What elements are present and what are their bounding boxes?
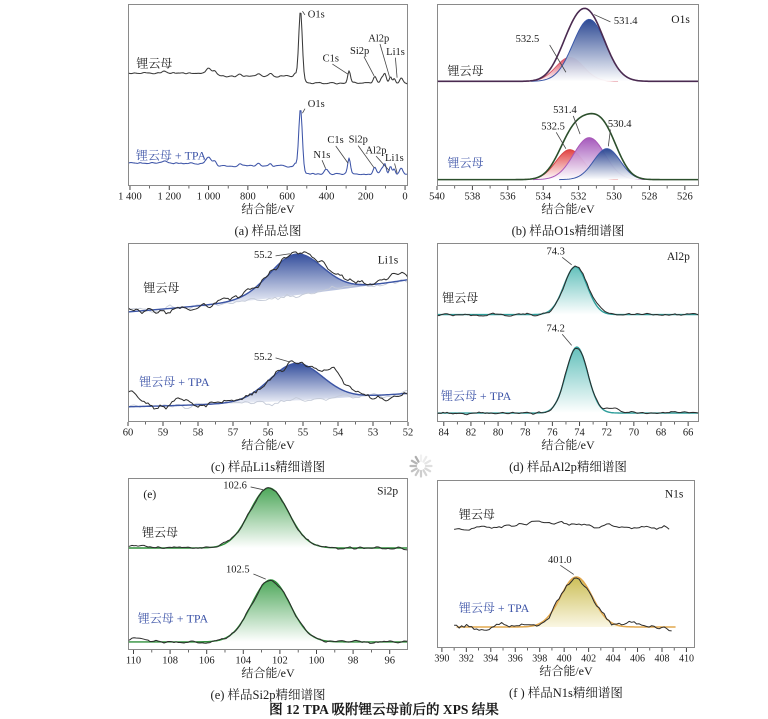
svg-text:600: 600 <box>279 191 296 203</box>
svg-text:531.4: 531.4 <box>613 16 638 28</box>
svg-text:58: 58 <box>192 427 204 439</box>
svg-text:398: 398 <box>532 653 548 665</box>
svg-text:锂云母: 锂云母 <box>142 525 179 540</box>
panel-a-survey <box>118 4 408 239</box>
svg-text:N1s: N1s <box>313 149 331 161</box>
svg-text:52: 52 <box>402 427 414 439</box>
svg-text:55: 55 <box>297 427 309 439</box>
svg-text:526: 526 <box>676 191 693 203</box>
panel-d-caption: (d) 样品Al2p精细谱图 <box>509 460 627 474</box>
panel-e-si2p <box>125 478 408 703</box>
svg-text:100: 100 <box>308 655 325 667</box>
svg-text:O1s: O1s <box>307 9 325 21</box>
panel-e-xlabel: 结合能/eV <box>241 666 295 680</box>
svg-text:102.6: 102.6 <box>223 480 247 492</box>
svg-text:C1s: C1s <box>322 53 339 65</box>
figure-caption: 图 12 TPA 吸附锂云母前后的 XPS 结果 <box>269 702 499 717</box>
svg-text:锂云母 + TPA: 锂云母 + TPA <box>135 148 207 163</box>
svg-text:106: 106 <box>198 655 215 667</box>
svg-text:538: 538 <box>464 191 481 203</box>
panel-a-caption: (a) 样品总图 <box>234 224 302 238</box>
svg-text:Si2p: Si2p <box>348 134 368 146</box>
svg-text:102: 102 <box>272 655 288 667</box>
panel-f-caption: (f ) 样品N1s精细谱图 <box>509 686 623 700</box>
svg-text:528: 528 <box>641 191 658 203</box>
svg-text:108: 108 <box>162 655 178 667</box>
panel-a-xlabel: 结合能/eV <box>241 202 295 216</box>
svg-text:536: 536 <box>499 191 516 203</box>
svg-text:394: 394 <box>483 653 499 665</box>
svg-text:401.0: 401.0 <box>547 555 572 567</box>
svg-text:390: 390 <box>434 653 450 665</box>
svg-text:60: 60 <box>122 427 134 439</box>
svg-text:锂云母 + TPA: 锂云母 + TPA <box>137 611 209 626</box>
svg-text:锂云母 + TPA: 锂云母 + TPA <box>139 375 210 390</box>
svg-text:1 400: 1 400 <box>118 191 142 203</box>
panel-c-caption: (c) 样品Li1s精细谱图 <box>210 460 326 474</box>
svg-text:锂云母: 锂云母 <box>447 155 484 170</box>
svg-text:102.5: 102.5 <box>226 564 250 576</box>
svg-text:O1s: O1s <box>671 14 690 27</box>
panel-c-xlabel: 结合能/eV <box>241 438 295 452</box>
svg-text:68: 68 <box>655 427 667 439</box>
svg-text:55.2: 55.2 <box>254 250 273 262</box>
panel-b-o1s <box>429 4 699 239</box>
svg-text:531.4: 531.4 <box>553 105 577 117</box>
svg-text:80: 80 <box>492 427 504 439</box>
svg-text:98: 98 <box>347 655 359 667</box>
svg-text:59: 59 <box>157 427 169 439</box>
panel-b-caption: (b) 样品O1s精细谱图 <box>511 224 625 238</box>
svg-text:N1s: N1s <box>664 488 684 501</box>
svg-text:Al2p: Al2p <box>368 33 390 45</box>
svg-text:406: 406 <box>630 653 646 665</box>
svg-text:Si2p: Si2p <box>350 46 370 58</box>
svg-text:锂云母 + TPA: 锂云母 + TPA <box>440 389 512 404</box>
svg-text:402: 402 <box>581 653 597 665</box>
svg-text:396: 396 <box>507 653 523 665</box>
panel-f-n1s-chart <box>434 480 695 665</box>
svg-text:O1s: O1s <box>307 98 325 110</box>
svg-text:104: 104 <box>235 655 252 667</box>
svg-text:锂云母: 锂云母 <box>447 63 484 78</box>
svg-text:锂云母: 锂云母 <box>143 281 180 296</box>
svg-text:532: 532 <box>570 191 587 203</box>
svg-text:530.4: 530.4 <box>607 118 632 130</box>
panel-b-o1s-chart <box>429 4 699 203</box>
svg-text:532.5: 532.5 <box>515 34 540 46</box>
svg-text:锂云母: 锂云母 <box>442 291 479 306</box>
svg-text:410: 410 <box>678 653 694 665</box>
svg-text:66: 66 <box>682 427 694 439</box>
panel-d-al2p <box>437 243 699 475</box>
svg-text:532.5: 532.5 <box>541 121 565 133</box>
svg-text:96: 96 <box>384 655 395 667</box>
svg-text:540: 540 <box>429 191 445 203</box>
svg-text:74.3: 74.3 <box>546 246 565 258</box>
svg-text:74.2: 74.2 <box>546 323 565 335</box>
svg-text:392: 392 <box>458 653 474 665</box>
svg-text:锂云母 + TPA: 锂云母 + TPA <box>458 600 530 615</box>
panel-e-caption: (e) 样品Si2p精细谱图 <box>210 688 326 702</box>
svg-text:74: 74 <box>574 427 585 439</box>
svg-text:70: 70 <box>628 427 640 439</box>
svg-text:Al2p: Al2p <box>365 145 387 157</box>
panel-a-survey-chart <box>118 4 408 203</box>
svg-text:Li1s: Li1s <box>377 254 399 267</box>
loading-spinner <box>406 451 436 481</box>
svg-text:200: 200 <box>357 191 374 203</box>
svg-text:0: 0 <box>402 191 408 203</box>
svg-text:Al2p: Al2p <box>666 251 690 264</box>
svg-text:400: 400 <box>556 653 572 665</box>
svg-text:534: 534 <box>535 191 552 203</box>
svg-text:76: 76 <box>547 427 558 439</box>
panel-e-si2p-chart <box>125 478 408 667</box>
panel-b-xlabel: 结合能/eV <box>541 202 595 216</box>
svg-text:408: 408 <box>654 653 670 665</box>
svg-text:404: 404 <box>605 653 621 665</box>
svg-text:56: 56 <box>262 427 274 439</box>
svg-text:1 200: 1 200 <box>157 191 182 203</box>
svg-text:57: 57 <box>227 427 239 439</box>
svg-text:锂云母: 锂云母 <box>136 56 173 71</box>
svg-text:Li1s: Li1s <box>385 152 404 164</box>
panel-f-xlabel: 结合能/eV <box>539 664 593 678</box>
svg-text:1 000: 1 000 <box>196 191 221 203</box>
svg-text:Si2p: Si2p <box>377 485 399 498</box>
panel-c-li1s-chart <box>122 243 414 439</box>
panel-d-xlabel: 结合能/eV <box>541 438 595 452</box>
svg-text:82: 82 <box>465 427 477 439</box>
svg-text:C1s: C1s <box>327 135 344 147</box>
panel-d-al2p-chart <box>437 243 699 438</box>
svg-text:53: 53 <box>367 427 379 439</box>
svg-text:54: 54 <box>332 427 344 439</box>
svg-text:(e): (e) <box>143 488 157 501</box>
svg-text:800: 800 <box>239 191 256 203</box>
svg-text:110: 110 <box>125 655 142 667</box>
svg-text:400: 400 <box>318 191 335 203</box>
svg-text:84: 84 <box>438 427 450 439</box>
svg-text:锂云母: 锂云母 <box>458 507 495 522</box>
svg-text:Li1s: Li1s <box>386 46 405 58</box>
panel-f-n1s <box>434 480 695 701</box>
panel-c-li1s <box>122 243 414 475</box>
svg-text:55.2: 55.2 <box>254 352 273 364</box>
svg-text:72: 72 <box>601 427 612 439</box>
svg-text:530: 530 <box>606 191 622 203</box>
loading-spinner-icon <box>406 451 436 481</box>
svg-text:78: 78 <box>519 427 531 439</box>
